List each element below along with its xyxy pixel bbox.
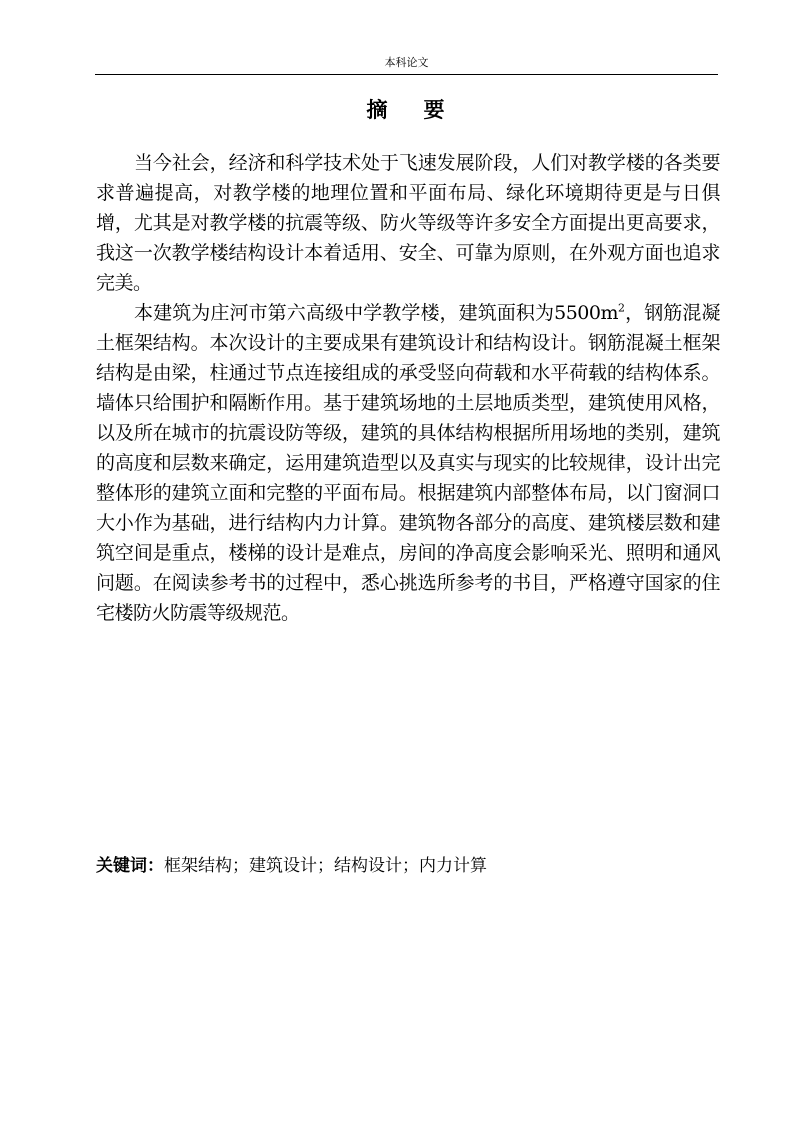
keywords-line: [96, 853, 487, 879]
header-rule: [95, 74, 718, 75]
area-unit-superscript: 2: [618, 301, 625, 315]
keywords-label: 关键词：: [96, 856, 164, 876]
abstract-paragraph-2: [96, 298, 720, 628]
paragraph-2-text-start: 本建筑为庄河市第六高级中学教学楼，建筑面积为5500m: [134, 302, 618, 324]
running-header: 本科论文: [384, 56, 429, 69]
abstract-body: [96, 148, 720, 628]
abstract-title-char-2: 要: [423, 97, 447, 122]
abstract-title-char-1: 摘: [366, 97, 390, 122]
paragraph-2-text-rest: ，钢筋混凝土框架结构。本次设计的主要成果有建筑设计和结构设计。钢筋混凝土框架结构是由梁，柱通过节点连接组成的承受竖向荷载和水平荷载的结构体系。墙体只给围护和隔断作用。基于建筑场地的土层地质类型，建筑使用风格，以及所在城市的抗震设防等级，建筑的具体结构根据所用场地的类别，建筑的高度和层数来确定，运用建筑造型以及真实与现实的比较规律，设计出完整体形的建筑立面和完整的平面布局。根据建筑内部整体布局，以门窗洞口大小作为基础，进行结构内力计算。建筑物各部分的高度、建筑楼层数和建筑空间是重点，楼梯的设计是难点，房间的净高度会影响采光、照明和通风问题。在阅读参考书的过程中，悉心挑选所参考的书目，严格遵守国家的住宅楼防火防震等级规范。: [96, 302, 720, 624]
abstract-title: [95, 96, 718, 124]
keywords-text: 框架结构；建筑设计；结构设计；内力计算: [164, 856, 487, 876]
abstract-paragraph-1: 当今社会，经济和科学技术处于飞速发展阶段，人们对教学楼的各类要求普遍提高，对教学楼的地理位置和平面布局、绿化环境期待更是与日俱增，尤其是对教学楼的抗震等级、防火等级等许多安全方面提出更高要求，我这一次教学楼结构设计本着适用、安全、可靠为原则，在外观方面也追求完美。: [96, 152, 720, 294]
